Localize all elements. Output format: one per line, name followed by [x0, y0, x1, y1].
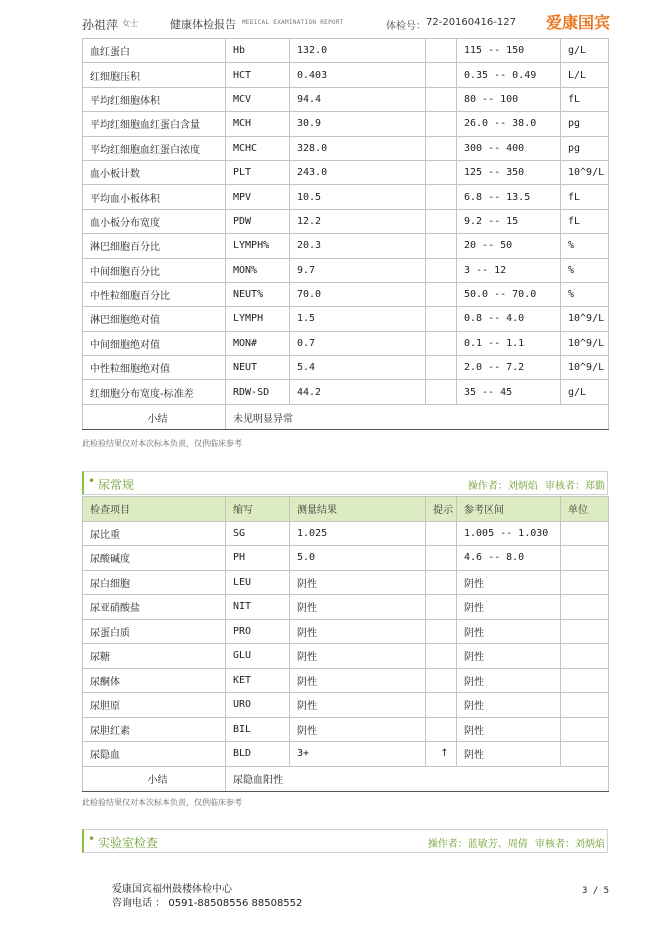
- exam-id: 72-20160416-127: [426, 17, 516, 28]
- lab-reviewer: 审核者：刘炳焰: [535, 839, 605, 850]
- table-row: [83, 87, 609, 111]
- section-bullet-icon: •: [88, 832, 96, 846]
- blood-routine-table: [82, 38, 609, 430]
- unit: pg: [561, 136, 609, 160]
- abnormal-flag: ↑: [426, 742, 457, 767]
- patient-gender: 女士: [122, 19, 138, 28]
- result-value: 5.4: [290, 356, 426, 380]
- item-name: 平均红细胞体积: [83, 87, 226, 111]
- report-subtitle: MEDICAL EXAMINATION REPORT: [242, 19, 344, 26]
- result-value: 阴性: [290, 595, 426, 620]
- item-abbreviation: MON#: [226, 331, 290, 355]
- reference-range: 阴性: [457, 668, 561, 693]
- result-value: 阴性: [290, 717, 426, 742]
- table-row: [83, 234, 609, 258]
- urine-operator: 操作者：刘炳焰: [467, 481, 538, 492]
- reference-range: 115 -- 150: [457, 39, 561, 63]
- table-row: [83, 39, 609, 63]
- unit: [561, 644, 609, 669]
- result-value: 1.025: [290, 521, 426, 546]
- result-value: 30.9: [290, 112, 426, 136]
- abnormal-flag: [426, 160, 457, 184]
- table-row: [83, 546, 609, 571]
- reference-range: 0.8 -- 4.0: [457, 307, 561, 331]
- table-row: [83, 380, 609, 404]
- reference-range: 0.1 -- 1.1: [457, 331, 561, 355]
- reference-range: 4.6 -- 8.0: [457, 546, 561, 571]
- summary-label: 小结: [83, 766, 226, 792]
- item-abbreviation: BLD: [226, 742, 290, 767]
- unit: [561, 595, 609, 620]
- unit: 10^9/L: [561, 331, 609, 355]
- abnormal-flag: [426, 668, 457, 693]
- unit: [561, 742, 609, 767]
- abnormal-flag: [426, 693, 457, 718]
- unit: L/L: [561, 63, 609, 87]
- result-value: 0.7: [290, 331, 426, 355]
- item-name: 中间细胞百分比: [83, 258, 226, 282]
- page-number: 3 / 5: [582, 886, 610, 896]
- reference-range: 80 -- 100: [457, 87, 561, 111]
- unit: %: [561, 234, 609, 258]
- item-name: 尿胆红素: [83, 717, 226, 742]
- column-header-flag: 提示: [426, 497, 457, 522]
- item-abbreviation: PH: [226, 546, 290, 571]
- item-abbreviation: MPV: [226, 185, 290, 209]
- item-name: 尿隐血: [83, 742, 226, 767]
- item-abbreviation: NEUT%: [226, 282, 290, 306]
- item-abbreviation: MCV: [226, 87, 290, 111]
- footer-phone: 咨询电话 ： 0591-88508556 88508552: [112, 898, 303, 909]
- item-abbreviation: MON%: [226, 258, 290, 282]
- reference-range: 1.005 -- 1.030: [457, 521, 561, 546]
- result-value: 阴性: [290, 693, 426, 718]
- reference-range: 2.0 -- 7.2: [457, 356, 561, 380]
- unit: [561, 717, 609, 742]
- column-header-range: 参考区间: [457, 497, 561, 522]
- table-row: [83, 136, 609, 160]
- item-abbreviation: URO: [226, 693, 290, 718]
- result-value: 阴性: [290, 668, 426, 693]
- report-title: 健康体检报告: [170, 18, 236, 31]
- reference-range: 阴性: [457, 693, 561, 718]
- reference-range: 阴性: [457, 717, 561, 742]
- result-value: 12.2: [290, 209, 426, 233]
- table-row: [83, 282, 609, 306]
- exam-id-label: 体检号：: [386, 21, 426, 32]
- table-row: [83, 644, 609, 669]
- reference-range: 阴性: [457, 619, 561, 644]
- table-row: [83, 185, 609, 209]
- result-value: 10.5: [290, 185, 426, 209]
- reference-range: 35 -- 45: [457, 380, 561, 404]
- result-value: 70.0: [290, 282, 426, 306]
- unit: [561, 546, 609, 571]
- table-row: [83, 258, 609, 282]
- result-value: 94.4: [290, 87, 426, 111]
- table-row: [83, 521, 609, 546]
- item-name: 中性粒细胞绝对值: [83, 356, 226, 380]
- table-row: [83, 307, 609, 331]
- summary-value: 尿隐血阳性: [226, 766, 609, 792]
- unit: [561, 570, 609, 595]
- item-abbreviation: KET: [226, 668, 290, 693]
- urine-disclaimer: 此检验结果仅对本次标本负责，仅供临床参考: [82, 798, 242, 807]
- urine-section-header: [82, 471, 608, 495]
- item-name: 尿比重: [83, 521, 226, 546]
- patient-name: 孙祖萍: [82, 18, 119, 32]
- urine-staff: [464, 477, 605, 492]
- summary-label: 小结: [83, 404, 226, 429]
- section-bullet-icon: •: [88, 474, 96, 488]
- result-value: 132.0: [290, 39, 426, 63]
- table-header-row: [83, 497, 609, 522]
- reference-range: 9.2 -- 15: [457, 209, 561, 233]
- item-name: 平均血小板体积: [83, 185, 226, 209]
- unit: [561, 619, 609, 644]
- unit: %: [561, 258, 609, 282]
- item-abbreviation: GLU: [226, 644, 290, 669]
- reference-range: 26.0 -- 38.0: [457, 112, 561, 136]
- item-name: 血小板分布宽度: [83, 209, 226, 233]
- abnormal-flag: [426, 717, 457, 742]
- item-name: 淋巴细胞百分比: [83, 234, 226, 258]
- result-value: 5.0: [290, 546, 426, 571]
- abnormal-flag: [426, 595, 457, 620]
- table-row: [83, 570, 609, 595]
- unit: pg: [561, 112, 609, 136]
- result-value: 阴性: [290, 619, 426, 644]
- abnormal-flag: [426, 282, 457, 306]
- unit: fL: [561, 185, 609, 209]
- table-row: [83, 112, 609, 136]
- result-value: 阴性: [290, 570, 426, 595]
- item-abbreviation: PLT: [226, 160, 290, 184]
- item-abbreviation: LYMPH%: [226, 234, 290, 258]
- result-value: 3+: [290, 742, 426, 767]
- table-row: [83, 717, 609, 742]
- table-row: [83, 742, 609, 767]
- abnormal-flag: [426, 619, 457, 644]
- item-name: 中间细胞绝对值: [83, 331, 226, 355]
- unit: 10^9/L: [561, 356, 609, 380]
- abnormal-flag: [426, 136, 457, 160]
- abnormal-flag: [426, 39, 457, 63]
- unit: %: [561, 282, 609, 306]
- column-header-unit: 单位: [561, 497, 609, 522]
- table-row: [83, 331, 609, 355]
- brand-logo: 爱康国宾: [545, 13, 610, 32]
- item-name: 尿酸碱度: [83, 546, 226, 571]
- lab-section-title: 实验室检查: [98, 836, 159, 850]
- item-name: 红细胞分布宽度-标准差: [83, 380, 226, 404]
- unit: fL: [561, 209, 609, 233]
- item-name: 中性粒细胞百分比: [83, 282, 226, 306]
- abnormal-flag: [426, 185, 457, 209]
- item-abbreviation: MCH: [226, 112, 290, 136]
- abnormal-flag: [426, 521, 457, 546]
- unit: [561, 693, 609, 718]
- item-name: 尿蛋白质: [83, 619, 226, 644]
- reference-range: 阴性: [457, 570, 561, 595]
- abnormal-flag: [426, 234, 457, 258]
- result-value: 1.5: [290, 307, 426, 331]
- item-abbreviation: PRO: [226, 619, 290, 644]
- reference-range: 3 -- 12: [457, 258, 561, 282]
- unit: g/L: [561, 380, 609, 404]
- abnormal-flag: [426, 380, 457, 404]
- reference-range: 300 -- 400: [457, 136, 561, 160]
- result-value: 20.3: [290, 234, 426, 258]
- table-row: [83, 668, 609, 693]
- summary-value: 未见明显异常: [226, 404, 609, 429]
- urine-reviewer: 审核者：郑勤: [545, 481, 605, 492]
- table-row: [83, 693, 609, 718]
- page-header: [82, 10, 608, 39]
- reference-range: 20 -- 50: [457, 234, 561, 258]
- abnormal-flag: [426, 570, 457, 595]
- column-header-item: 检查项目: [83, 497, 226, 522]
- abnormal-flag: [426, 87, 457, 111]
- item-name: 平均红细胞血红蛋白含量: [83, 112, 226, 136]
- summary-row: [83, 766, 609, 792]
- reference-range: 0.35 -- 0.49: [457, 63, 561, 87]
- item-name: 尿糖: [83, 644, 226, 669]
- item-abbreviation: HCT: [226, 63, 290, 87]
- unit: 10^9/L: [561, 307, 609, 331]
- table-row: [83, 63, 609, 87]
- abnormal-flag: [426, 63, 457, 87]
- table-row: [83, 619, 609, 644]
- table-row: [83, 595, 609, 620]
- abnormal-flag: [426, 356, 457, 380]
- reference-range: 阴性: [457, 644, 561, 669]
- item-name: 尿胆原: [83, 693, 226, 718]
- abnormal-flag: [426, 307, 457, 331]
- lab-staff: [424, 835, 605, 850]
- blood-disclaimer: 此检验结果仅对本次标本负责，仅供临床参考: [82, 439, 242, 448]
- result-value: 44.2: [290, 380, 426, 404]
- item-name: 尿白细胞: [83, 570, 226, 595]
- item-name: 红细胞压积: [83, 63, 226, 87]
- item-abbreviation: BIL: [226, 717, 290, 742]
- item-name: 血小板计数: [83, 160, 226, 184]
- unit: [561, 521, 609, 546]
- item-name: 血红蛋白: [83, 39, 226, 63]
- abnormal-flag: [426, 209, 457, 233]
- item-name: 平均红细胞血红蛋白浓度: [83, 136, 226, 160]
- unit: fL: [561, 87, 609, 111]
- abnormal-flag: [426, 644, 457, 669]
- item-abbreviation: LEU: [226, 570, 290, 595]
- result-value: 0.403: [290, 63, 426, 87]
- abnormal-flag: [426, 331, 457, 355]
- unit: 10^9/L: [561, 160, 609, 184]
- unit: g/L: [561, 39, 609, 63]
- lab-operator: 操作者：蓝敏芳、周倩: [427, 839, 528, 850]
- reference-range: 阴性: [457, 742, 561, 767]
- reference-range: 125 -- 350: [457, 160, 561, 184]
- item-abbreviation: LYMPH: [226, 307, 290, 331]
- result-value: 9.7: [290, 258, 426, 282]
- lab-section-header: [82, 829, 608, 853]
- reference-range: 阴性: [457, 595, 561, 620]
- summary-row: [83, 404, 609, 429]
- column-header-abbr: 缩写: [226, 497, 290, 522]
- abnormal-flag: [426, 258, 457, 282]
- result-value: 阴性: [290, 644, 426, 669]
- reference-range: 50.0 -- 70.0: [457, 282, 561, 306]
- item-name: 尿酮体: [83, 668, 226, 693]
- urine-routine-table: [82, 496, 609, 792]
- table-row: [83, 160, 609, 184]
- unit: [561, 668, 609, 693]
- abnormal-flag: [426, 546, 457, 571]
- item-name: 淋巴细胞绝对值: [83, 307, 226, 331]
- item-abbreviation: NEUT: [226, 356, 290, 380]
- item-abbreviation: RDW-SD: [226, 380, 290, 404]
- reference-range: 6.8 -- 13.5: [457, 185, 561, 209]
- abnormal-flag: [426, 112, 457, 136]
- table-row: [83, 209, 609, 233]
- item-abbreviation: PDW: [226, 209, 290, 233]
- item-name: 尿亚硝酸盐: [83, 595, 226, 620]
- table-row: [83, 356, 609, 380]
- urine-section-title: 尿常规: [98, 478, 135, 492]
- item-abbreviation: NIT: [226, 595, 290, 620]
- result-value: 243.0: [290, 160, 426, 184]
- column-header-result: 测量结果: [290, 497, 426, 522]
- result-value: 328.0: [290, 136, 426, 160]
- item-abbreviation: SG: [226, 521, 290, 546]
- item-abbreviation: MCHC: [226, 136, 290, 160]
- item-abbreviation: Hb: [226, 39, 290, 63]
- footer-organization: 爱康国宾福州鼓楼体检中心: [112, 884, 232, 895]
